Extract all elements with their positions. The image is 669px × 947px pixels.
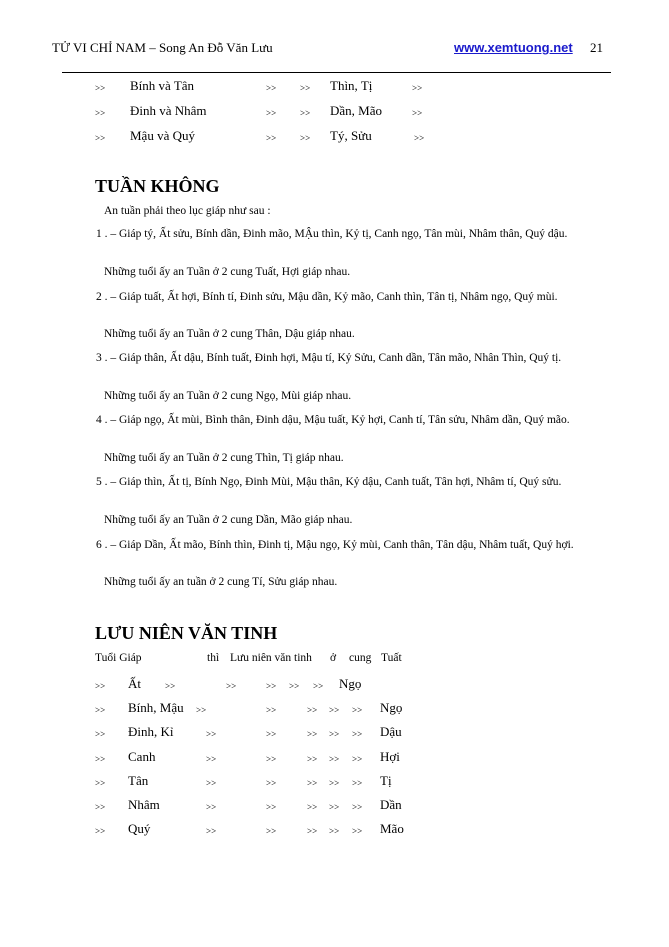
arrow-marker: >>	[206, 802, 217, 812]
tuan-khong-note: Những tuổi ấy an Tuần ở 2 cung Dần, Mão giáp nhau.	[104, 514, 353, 526]
arrow-marker: >>	[266, 681, 277, 691]
header-divider	[62, 72, 611, 73]
arrow-marker: >>	[266, 133, 277, 143]
top-table-right: Tý, Sửu	[330, 128, 372, 143]
arrow-marker: >>	[95, 802, 106, 812]
arrow-marker: >>	[266, 826, 277, 836]
arrow-marker: >>	[352, 802, 363, 812]
row-age: Quý	[128, 821, 151, 836]
tuan-khong-note: Những tuổi ấy an tuần ở 2 cung Tí, Sửu giáp nhau.	[104, 576, 338, 588]
top-table-left: Mậu và Quý	[130, 128, 195, 143]
arrow-marker: >>	[266, 802, 277, 812]
arrow-marker: >>	[95, 705, 106, 715]
top-table-right: Dần, Mão	[330, 103, 382, 118]
header-col-palace: cung	[349, 652, 372, 664]
arrow-marker: >>	[329, 729, 340, 739]
arrow-marker: >>	[95, 681, 106, 691]
arrow-marker: >>	[95, 729, 106, 739]
arrow-marker: >>	[352, 705, 363, 715]
arrow-marker: >>	[266, 705, 277, 715]
arrow-marker: >>	[266, 108, 277, 118]
arrow-marker: >>	[266, 754, 277, 764]
tuan-khong-item: 4 . – Giáp ngọ, Ất mùi, Bình thân, Đinh dậu, Mậu tuất, Kỷ hợi, Canh tí, Tân sửu, Nhâm dần, Quý mão.	[96, 414, 570, 426]
arrow-marker: >>	[266, 83, 277, 93]
arrow-marker: >>	[206, 729, 217, 739]
arrow-marker: >>	[329, 826, 340, 836]
arrow-marker: >>	[206, 754, 217, 764]
tuan-khong-note: Những tuổi ấy an Tuần ở 2 cung Thìn, Tị giáp nhau.	[104, 452, 344, 464]
top-table-right: Thìn, Tị	[330, 78, 373, 93]
arrow-marker: >>	[95, 83, 106, 93]
arrow-marker: >>	[226, 681, 237, 691]
arrow-marker: >>	[329, 705, 340, 715]
tuan-khong-item: 6 . – Giáp Dần, Ất mão, Bính thìn, Đinh tị, Mậu ngọ, Kỷ mùi, Canh thân, Tân dậu, Nhâm tuất, Quý hợi.	[96, 539, 574, 551]
arrow-marker: >>	[266, 729, 277, 739]
tuan-khong-item: 2 . – Giáp tuất, Ất hợi, Bính tí, Đinh sửu, Mậu dần, Kỷ mão, Canh thìn, Tân tị, Nhâm ngọ, Quý mùi.	[96, 291, 558, 303]
row-age: Bính, Mậu	[128, 700, 184, 715]
arrow-marker: >>	[95, 826, 106, 836]
tuan-khong-item: 1 . – Giáp tý, Ất sửu, Bính dần, Đinh mão, MẬu thìn, Kỷ tị, Canh ngọ, Tân mùi, Nhâm thân, Quý dậu.	[96, 228, 568, 240]
arrow-marker: >>	[307, 778, 318, 788]
arrow-marker: >>	[352, 754, 363, 764]
row-palace: Hợi	[380, 749, 400, 764]
row-palace: Ngọ	[380, 700, 403, 715]
arrow-marker: >>	[95, 778, 106, 788]
arrow-marker: >>	[289, 681, 300, 691]
page-number: 21	[590, 40, 603, 55]
arrow-marker: >>	[206, 826, 217, 836]
row-age: Canh	[128, 749, 156, 764]
arrow-marker: >>	[412, 108, 423, 118]
arrow-marker: >>	[307, 826, 318, 836]
arrow-marker: >>	[95, 108, 106, 118]
arrow-marker: >>	[307, 802, 318, 812]
header-col-at: ở	[330, 652, 337, 664]
arrow-marker: >>	[414, 133, 425, 143]
arrow-marker: >>	[307, 754, 318, 764]
arrow-marker: >>	[196, 705, 207, 715]
arrow-marker: >>	[95, 133, 106, 143]
arrow-marker: >>	[206, 778, 217, 788]
arrow-marker: >>	[95, 754, 106, 764]
tuan-khong-item: 5 . – Giáp thìn, Ất tị, Bính Ngọ, Đinh Mùi, Mậu thân, Kỷ dậu, Canh tuất, Tân hợi, Nhâm tí, Quý sửu.	[96, 476, 562, 488]
header-url-link[interactable]: www.xemtuong.net	[454, 40, 573, 55]
header-col-star: Lưu niên văn tinh	[230, 652, 312, 664]
top-table-left: Đinh và Nhâm	[130, 103, 207, 118]
header-title: TỬ VI CHỈ NAM – Song An Đỗ Văn Lưu	[52, 40, 273, 55]
arrow-marker: >>	[300, 108, 311, 118]
section-heading-luu-nien: LƯU NIÊN VĂN TINH	[95, 623, 278, 643]
arrow-marker: >>	[300, 83, 311, 93]
arrow-marker: >>	[329, 778, 340, 788]
row-age: Tân	[128, 773, 149, 788]
arrow-marker: >>	[329, 754, 340, 764]
arrow-marker: >>	[352, 729, 363, 739]
arrow-marker: >>	[412, 83, 423, 93]
row-palace: Dậu	[380, 724, 402, 739]
tuan-khong-note: Những tuổi ấy an Tuần ở 2 cung Thân, Dậu giáp nhau.	[104, 328, 355, 340]
arrow-marker: >>	[300, 133, 311, 143]
row-age: Nhâm	[128, 797, 160, 812]
arrow-marker: >>	[307, 705, 318, 715]
row-age: Đinh, Kỉ	[128, 724, 174, 739]
arrow-marker: >>	[165, 681, 176, 691]
header-col-then: thì	[207, 652, 220, 664]
tuan-khong-item: 3 . – Giáp thân, Ất dậu, Bính tuất, Đinh hợi, Mậu tí, Kỷ Sửu, Canh dần, Tân mão, Nhân Thìn, Quý tị.	[96, 352, 562, 364]
row-palace: Ngọ	[339, 676, 362, 691]
tuan-khong-note: Những tuổi ấy an Tuần ở 2 cung Tuất, Hợi giáp nhau.	[104, 266, 351, 278]
section-heading-tuan-khong: TUẦN KHÔNG	[95, 176, 220, 196]
row-palace: Tị	[380, 773, 392, 788]
arrow-marker: >>	[307, 729, 318, 739]
arrow-marker: >>	[352, 826, 363, 836]
row-age: Ất	[128, 676, 141, 691]
row-palace: Dần	[380, 797, 402, 812]
tuan-khong-intro: An tuần phải theo lục giáp như sau :	[104, 205, 271, 217]
header-col-age: Tuổi Giáp	[95, 652, 142, 664]
arrow-marker: >>	[313, 681, 324, 691]
top-table-left: Bính và Tân	[130, 78, 195, 93]
arrow-marker: >>	[352, 778, 363, 788]
tuan-khong-note: Những tuổi ấy an Tuần ở 2 cung Ngọ, Mùi giáp nhau.	[104, 390, 352, 402]
row-palace: Mão	[380, 821, 404, 836]
arrow-marker: >>	[266, 778, 277, 788]
arrow-marker: >>	[329, 802, 340, 812]
header-col-tuat: Tuất	[381, 652, 402, 664]
